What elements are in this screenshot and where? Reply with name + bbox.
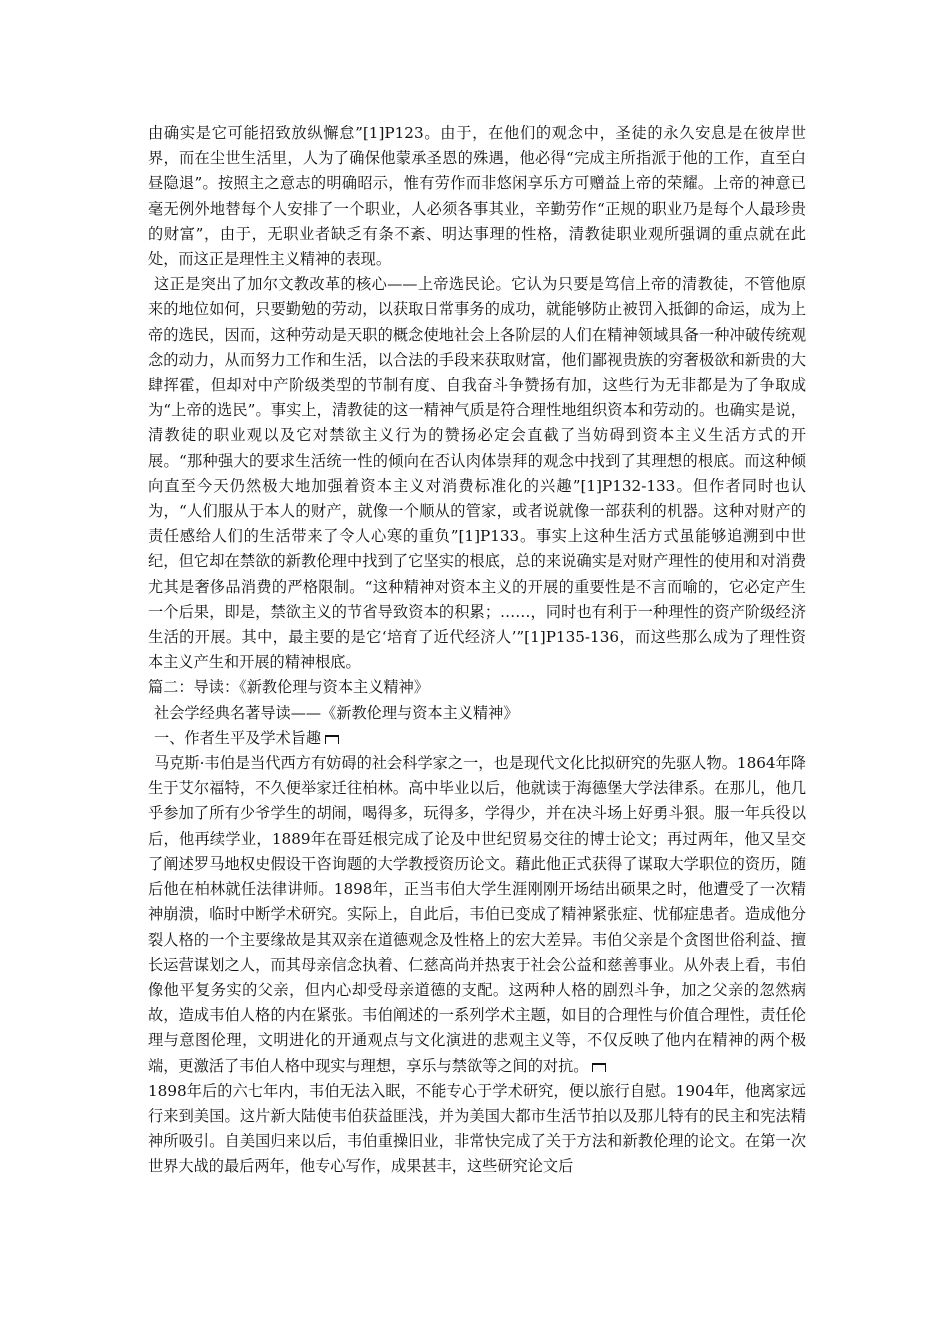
- section-title: 篇二：导读：《新教伦理与资本主义精神》: [148, 678, 429, 697]
- subsection-heading-text: 一、作者生平及学术旨趣: [154, 728, 322, 747]
- body-paragraph-3-text: 马克斯·韦伯是当代西方有妨碍的社会科学家之一，也是现代文化比拟研究的先驱人物。1864年降生于艾尔福特，不久便举家迁往柏林。高中毕业以后，他就读于海德堡大学法律系。在那儿，他几乎参加了所有少爷学生的胡闹，喝得多，玩得多，学得少，并在决斗场上好勇斗狠。服一年兵役以后，他再续学业，1889年在哥廷根完成了论及中世纪贸易交往的博士论文；再过两年，他又呈交了阐述罗马地权史假设干咨询题的大学教授资历论文。藉此他正式获得了谋取大学职位的资历，随后他在柏林就任法律讲师。1898年，正当韦伯大学生涯刚刚开场结出硕果之时，他遭受了一次精神崩溃，临时中断学术研究。实际上，自此后，韦伯已变成了精神紧张症、忧郁症患者。造成他分裂人格的一个主要缘故是其双亲在道德观念及性格上的宏大差异。韦伯父亲是个贪图世俗利益、擅长运营谋划之人，而其母亲信念执着、仁慈高尚并热衷于社会公益和慈善事业。从外表上看，韦伯像他平复务实的父亲，但内心却受母亲道德的支配。这两种人格的剧烈斗争，加之父亲的忽然病故，造成韦伯人格的内在紧张。韦伯阐述的一系列学术主题，如目的合理性与价值合理性，责任伦理与意图伦理，文明进化的开通观点与文化演进的悲观主义等，不仅反映了他内在精神的两个极端，更激活了韦伯人格中现实与理想，享乐与禁欲等之间的对抗。: [148, 754, 806, 1075]
- body-paragraph-3: [148, 751, 806, 1079]
- paragraph-mark-icon: [592, 1063, 606, 1072]
- body-paragraph-1: 由确实是它可能招致放纵懈怠”[1]P123。由于，在他们的观念中，圣徒的永久安息是在彼岸世界，而在尘世生活里，人为了确保他蒙承圣恩的殊遇，他必得“完成主所指派于他的工作，直至白昼隐退”。按照主之意志的明确昭示，惟有劳作而非悠闲享乐方可赠益上帝的荣耀。上帝的神意已毫无例外地替每个人安排了一个职业，人必须各事其业，辛勤劳作“正规的职业乃是每个人最珍贵的财富”，由于，无职业者缺乏有条不紊、明达事理的性格，清教徒职业观所强调的重点就在此处，而这正是理性主义精神的表现。: [148, 124, 806, 269]
- body-paragraph-4: 1898年后的六七年内，韦伯无法入眠，不能专心于学术研究，便以旅行自慰。1904年，他离家远行来到美国。这片新大陆使韦伯获益匪浅，并为美国大都市生活节拍以及那儿特有的民主和宪法精神所吸引。自美国归来以后，韦伯重操旧业，非常快完成了关于方法和新教伦理的论文。在第一次世界大战的最后两年，他专心写作，成果甚丰，这些研究论文后: [148, 1081, 806, 1176]
- document-page: [148, 121, 806, 1180]
- body-paragraph-2: 这正是突出了加尔文教改革的核心——上帝选民论。它认为只要是笃信上帝的清教徒，不管他原来的地位如何，只要勤勉的劳动，以获取日常事务的成功，就能够防止被罚入抵御的命运，成为上帝的选民，因而，这种劳动是天职的概念使地社会上各阶层的人们在精神领域具备一种冲破传统观念的动力，从而努力工作和生活，以合法的手段来获取财富，他们鄙视贵族的穷奢极欲和新贵的大肆挥霍，但却对中产阶级类型的节制有度、自我奋斗争赞扬有加，这些行为无非都是为了争取成为“上帝的选民”。事实上，清教徒的这一精神气质是符合理性地组织资本和劳动的。也确实是说，清教徒的职业观以及它对禁欲主义行为的赞扬必定会直截了当妨碍到资本主义生活方式的开展。“那种强大的要求生活统一性的倾向在否认肉体崇拜的观念中找到了其理想的根底。而这种倾向直至今天仍然极大地加强着资本主义对消费标准化的兴趣”[1]P132-133。但作者同时也认为，“人们服从于本人的财产，就像一个顺从的管家，或者说就像一部获利的机器。这种对财产的责任感给人们的生活带来了令人心寒的重负”[1]P133。事实上这种生活方式虽能够追溯到中世纪，但它却在禁欲的新教伦理中找到了它坚实的根底，总的来说确实是对财产理性的使用和对消费尤其是奢侈品消费的严格限制。“这种精神对资本主义的开展的重要性是不言而喻的，它必定产生一个后果，即是，禁欲主义的节省导致资本的积累；……，同时也有利于一种理性的资产阶级经济生活的开展。其中，最主要的是它‘培育了近代经济人’”[1]P135-136，而这些那么成为了理性资本主义产生和开展的精神根底。: [148, 275, 806, 672]
- section-subtitle: 社会学经典名著导读——《新教伦理与资本主义精神》: [154, 703, 519, 722]
- subsection-heading: [148, 726, 806, 751]
- paragraph-mark-icon: [325, 735, 339, 744]
